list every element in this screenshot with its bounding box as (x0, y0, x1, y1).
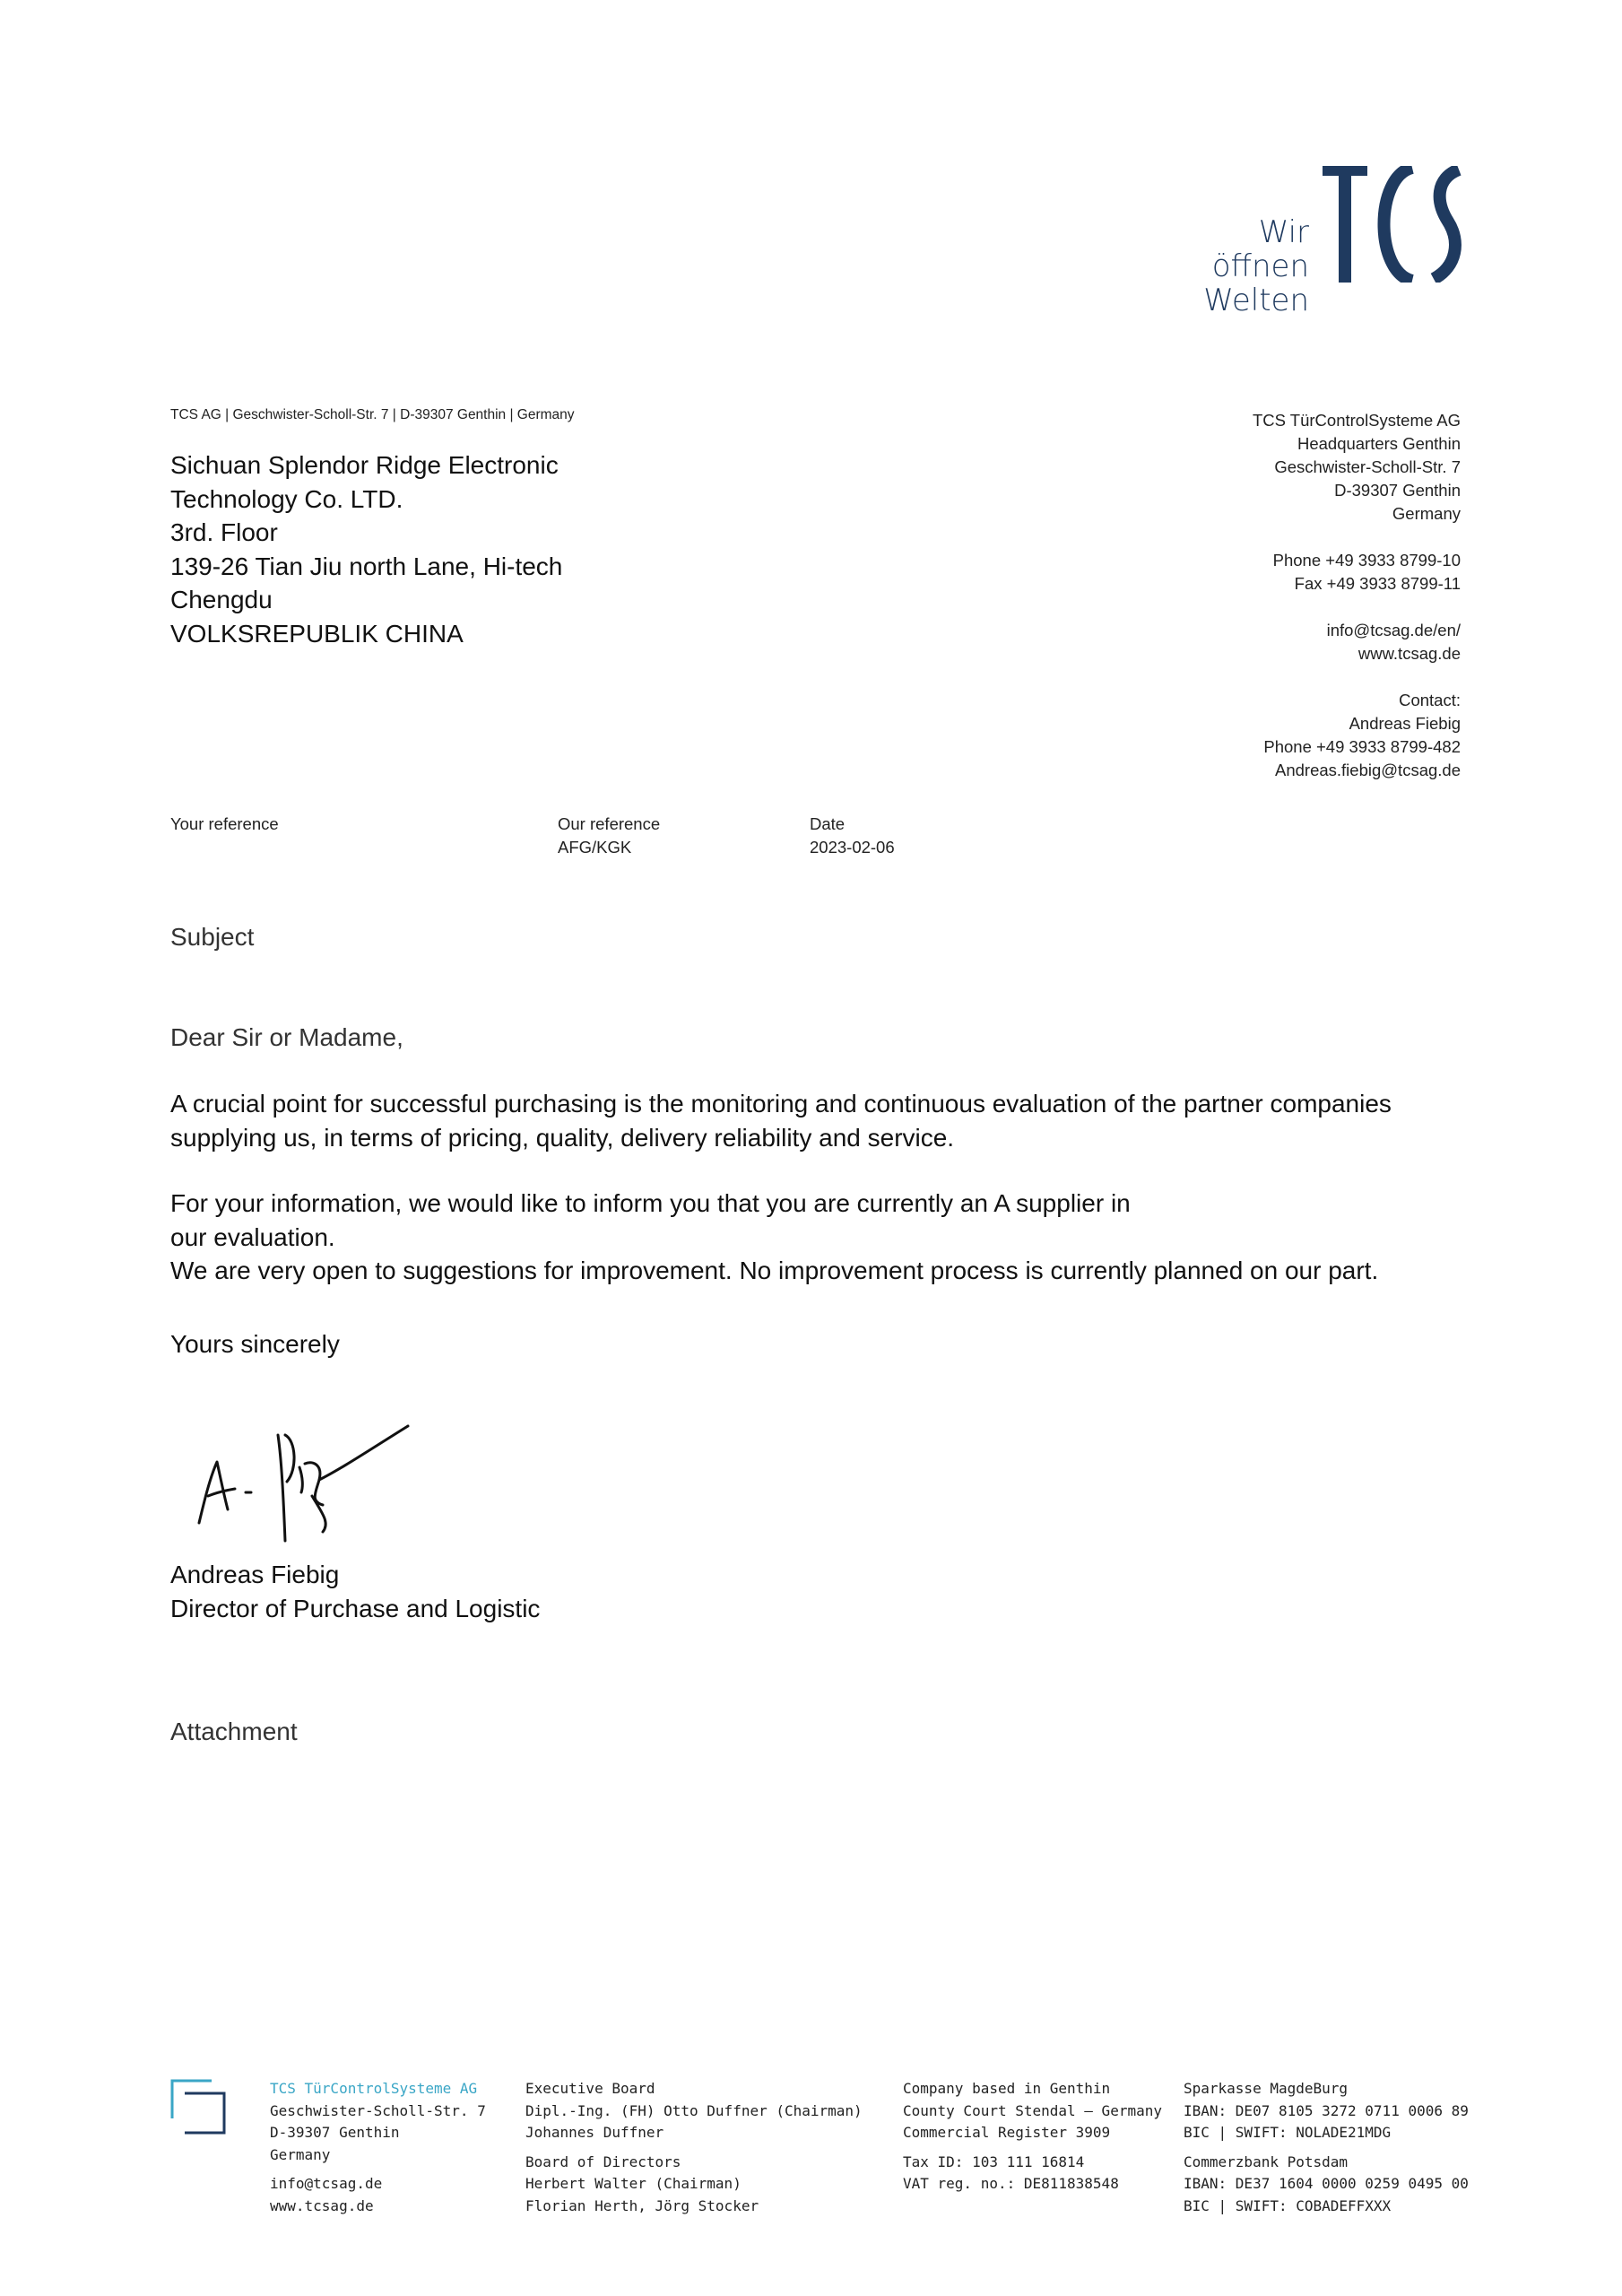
recipient-line: Sichuan Splendor Ridge Electronic (170, 451, 559, 479)
contact-email: Andreas.fiebig@tcsag.de (1275, 761, 1461, 779)
recipient-line: 3rd. Floor (170, 518, 278, 546)
contact-phone: Phone +49 3933 8799-482 (1263, 737, 1461, 756)
footer-company-country: Germany (270, 2145, 331, 2163)
company-hq: Headquarters Genthin (1297, 434, 1461, 453)
recipient-line: 139-26 Tian Jiu north Lane, Hi-tech (170, 552, 563, 580)
recipient-line: Chengdu (170, 586, 273, 613)
board-of-directors-member: Florian Herth, Jörg Stocker (525, 2196, 759, 2214)
paragraph-line: our evaluation. (170, 1222, 335, 1251)
company-phone: Phone +49 3933 8799-10 (1272, 551, 1461, 570)
board-of-directors-member: Herbert Walter (Chairman) (525, 2175, 742, 2192)
bank-bic: BIC | SWIFT: NOLADE21MDG (1184, 2124, 1392, 2141)
signer-name: Andreas Fiebig (170, 1561, 340, 1588)
logo-tagline-line1: Wir öffnen (1211, 214, 1309, 284)
executive-board-member: Johannes Duffner (525, 2124, 664, 2141)
recipient-line: VOLKSREPUBLIK CHINA (170, 619, 464, 648)
company-website: www.tcsag.de (1357, 644, 1461, 663)
company-city: D-39307 Genthin (1334, 481, 1461, 500)
handwritten-signature (188, 1415, 421, 1554)
bank-bic: BIC | SWIFT: COBADEFFXXX (1184, 2196, 1392, 2214)
company-email: info@tcsag.de/en/ (1326, 621, 1461, 639)
footer-register (903, 2078, 1162, 2196)
executive-board-label: Executive Board (525, 2080, 655, 2097)
tax-id: Tax ID: 103 111 16814 (903, 2152, 1085, 2170)
our-reference-value: AFG/KGK (558, 838, 632, 857)
recipient-line: Technology Co. LTD. (170, 484, 403, 513)
company-name: TCS TürControlSysteme AG (1252, 411, 1461, 430)
footer-company-street: Geschwister-Scholl-Str. 7 (270, 2101, 486, 2119)
footer-email: info@tcsag.de (270, 2175, 383, 2192)
company-country: Germany (1392, 504, 1461, 523)
recipient-address (170, 448, 562, 650)
footer-company-city: D-39307 Genthin (270, 2124, 400, 2141)
vat-number: VAT reg. no.: DE811838548 (903, 2175, 1119, 2192)
tcs-logo (1323, 166, 1466, 287)
footer-company (270, 2078, 486, 2217)
our-reference (558, 813, 660, 859)
company-seat: Company based in Genthin (903, 2080, 1111, 2097)
bank-iban: IBAN: DE07 8105 3272 0711 0006 89 (1184, 2101, 1469, 2119)
logo-tagline-line2: Welten (1203, 283, 1309, 318)
footer-bank-details (1184, 2078, 1469, 2217)
attachment-label: Attachment (170, 1718, 298, 1745)
footer-company-name: TCS TürControlSysteme AG (270, 2080, 478, 2097)
closing: Yours sincerely (170, 1330, 340, 1358)
company-fax: Fax +49 3933 8799-11 (1294, 574, 1461, 593)
bank-name: Commerzbank Potsdam (1184, 2152, 1349, 2170)
footer-board (525, 2078, 863, 2217)
signer-title: Director of Purchase and Logistic (170, 1594, 541, 1622)
bank-name: Sparkasse MagdeBurg (1184, 2080, 1349, 2097)
letter-date (810, 813, 895, 859)
body-paragraph-2 (170, 1187, 1470, 1288)
body-paragraph-1: A crucial point for successful purchasing is the monitoring and continuous evaluation of the partner companies supplying us, in terms of pricing, quality, delivery reliability and service. (170, 1090, 1392, 1152)
sender-address-line: TCS AG | Geschwister-Scholl-Str. 7 | D-39307 Genthin | Germany (170, 407, 575, 422)
subject-line: Subject (170, 923, 255, 951)
executive-board-member: Dipl.-Ing. (FH) Otto Duffner (Chairman) (525, 2101, 863, 2119)
date-value: 2023-02-06 (810, 838, 895, 857)
paragraph-line: For your information, we would like to inform you that you are currently an A supplier in (170, 1189, 1131, 1217)
paragraph-line: We are very open to suggestions for improvement. No improvement process is currently planned on our part. (170, 1257, 1379, 1284)
your-reference-label: Your reference (170, 814, 279, 833)
county-court: County Court Stendal – Germany (903, 2101, 1162, 2119)
your-reference (170, 813, 279, 836)
logo-tagline (1157, 215, 1309, 317)
company-info-block (1253, 409, 1461, 782)
our-reference-label: Our reference (558, 814, 661, 833)
footer-website: www.tcsag.de (270, 2196, 374, 2214)
company-street: Geschwister-Scholl-Str. 7 (1274, 457, 1461, 476)
footer-logo-icon (169, 2077, 228, 2141)
contact-label: Contact: (1399, 691, 1461, 709)
board-of-directors-label: Board of Directors (525, 2152, 681, 2170)
signer-block (170, 1558, 540, 1625)
bank-iban: IBAN: DE37 1604 0000 0259 0495 00 (1184, 2175, 1469, 2192)
date-label: Date (810, 814, 846, 833)
contact-name: Andreas Fiebig (1349, 714, 1461, 733)
salutation: Dear Sir or Madame, (170, 1023, 403, 1051)
commercial-register: Commercial Register 3909 (903, 2124, 1111, 2141)
